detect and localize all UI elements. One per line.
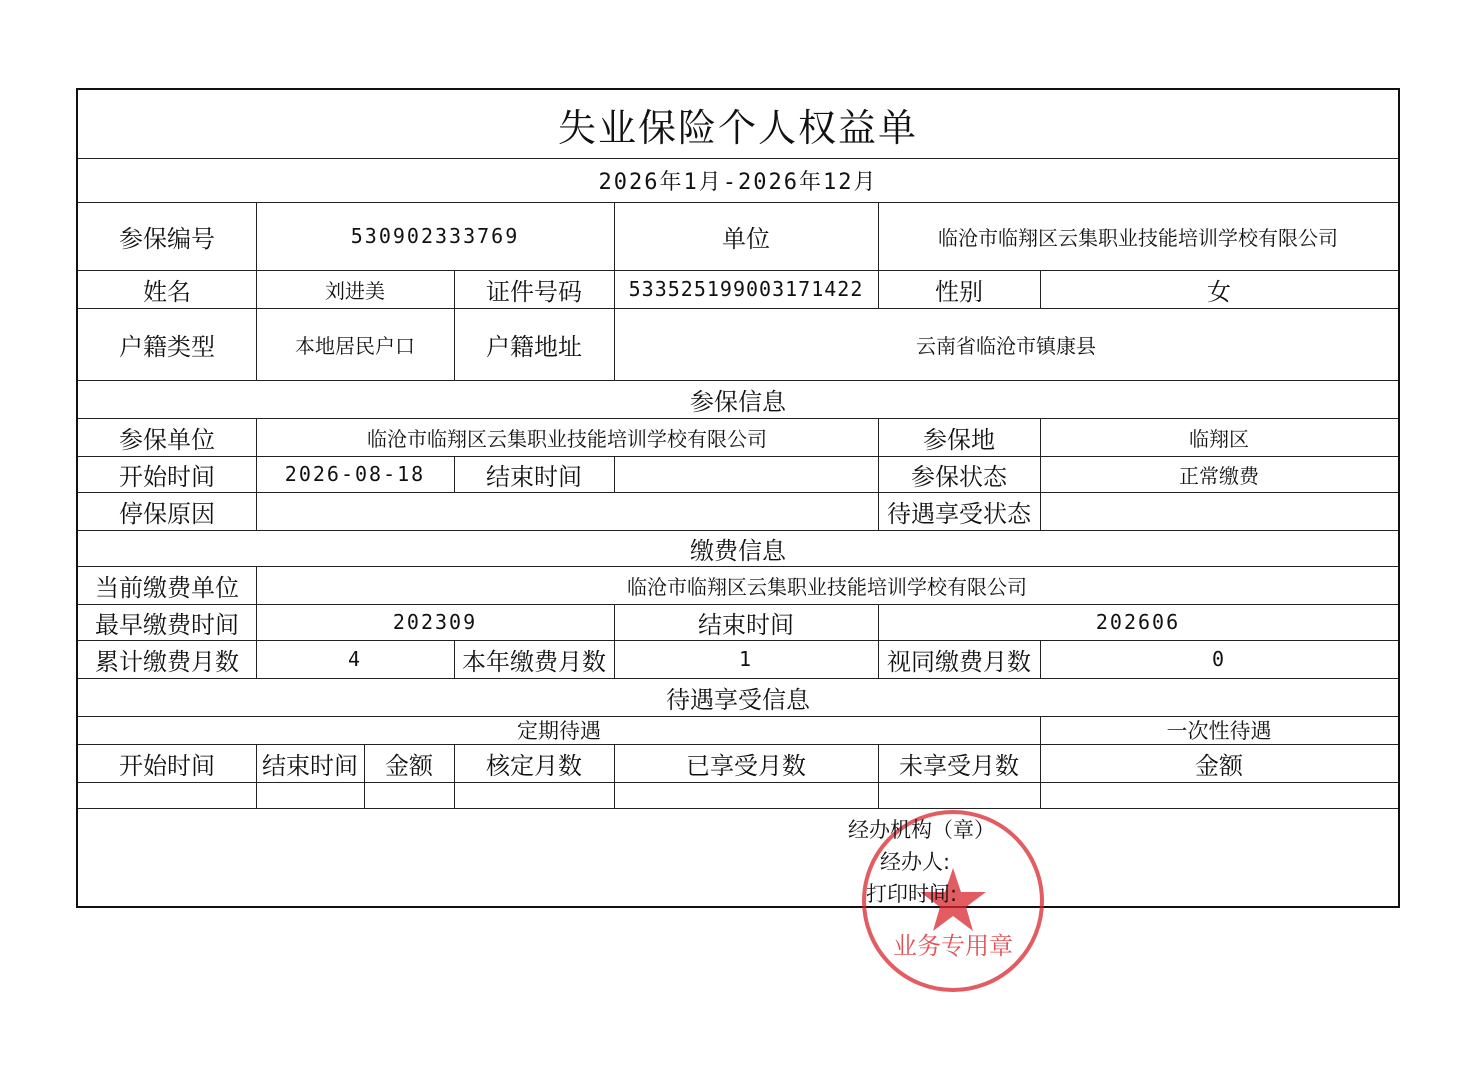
end-time-label: 结束时间	[486, 462, 582, 491]
gender-value: 女	[1207, 277, 1231, 306]
end-time-value	[614, 456, 878, 492]
benefit-col-approved-months: 核定月数	[486, 751, 582, 780]
benefit-status-value	[1040, 492, 1398, 530]
benefit-status-label: 待遇享受状态	[887, 499, 1031, 528]
handler-label: 经办人:	[880, 850, 951, 874]
stop-reason-label: 停保原因	[119, 499, 215, 528]
statement-period: 2026年1月-2026年12月	[598, 169, 878, 195]
stop-reason-value	[256, 492, 878, 530]
insured-place-label: 参保地	[923, 425, 995, 454]
current-pay-unit-value: 临沧市临翔区云集职业技能培训学校有限公司	[627, 574, 1027, 599]
deemed-months-label: 视同缴费月数	[887, 647, 1031, 676]
insured-status-label: 参保状态	[911, 462, 1007, 491]
insured-unit-label: 参保单位	[119, 425, 215, 454]
name-value: 刘进美	[325, 278, 385, 303]
insured-place-value: 临翔区	[1189, 426, 1249, 451]
total-months-label: 累计缴费月数	[95, 647, 239, 676]
total-months-value: 4	[347, 647, 363, 671]
household-type-label: 户籍类型	[119, 332, 215, 361]
household-type-value: 本地居民户口	[295, 333, 415, 358]
benefit-col-start: 开始时间	[119, 751, 215, 780]
seal-text: 业务专用章	[893, 932, 1013, 960]
year-months-label: 本年缴费月数	[462, 647, 606, 676]
current-pay-unit-label: 当前缴费单位	[95, 573, 239, 602]
lump-sum-benefit-label: 一次性待遇	[1166, 719, 1272, 743]
start-time-value: 2026-08-18	[284, 462, 426, 486]
household-address-label: 户籍地址	[486, 332, 582, 361]
benefit-col-lump-amount: 金额	[1195, 751, 1243, 780]
unit-label: 单位	[722, 224, 770, 253]
page-title: 失业保险个人权益单	[557, 105, 918, 150]
benefit-col-end: 结束时间	[262, 751, 358, 780]
earliest-pay-time-value: 202309	[392, 610, 478, 634]
print-time-label: 打印时间:	[866, 882, 958, 906]
benefit-col-amount: 金额	[385, 751, 433, 780]
agency-label: 经办机构（章）	[848, 818, 995, 842]
insurance-section-title: 参保信息	[690, 387, 786, 416]
year-months-value: 1	[738, 647, 754, 671]
insured-number-value: 530902333769	[350, 224, 520, 248]
pay-end-time-value: 202606	[1095, 610, 1181, 634]
benefit-col-remaining-months: 未享受月数	[899, 751, 1019, 780]
deemed-months-value: 0	[1211, 647, 1227, 671]
gender-label: 性别	[935, 277, 983, 306]
benefit-col-enjoyed-months: 已享受月数	[686, 751, 806, 780]
insured-status-value: 正常缴费	[1179, 463, 1259, 488]
name-label: 姓名	[143, 277, 191, 306]
periodic-benefit-label: 定期待遇	[517, 719, 601, 743]
pay-end-time-label: 结束时间	[698, 610, 794, 639]
unit-value: 临沧市临翔区云集职业技能培训学校有限公司	[938, 225, 1338, 250]
insured-unit-value: 临沧市临翔区云集职业技能培训学校有限公司	[367, 426, 767, 451]
id-number-value: 533525199003171422	[628, 277, 864, 301]
earliest-pay-time-label: 最早缴费时间	[95, 610, 239, 639]
payment-section-title: 缴费信息	[690, 536, 786, 565]
insured-number-label: 参保编号	[119, 224, 215, 253]
id-number-label: 证件号码	[486, 277, 582, 306]
benefit-section-title: 待遇享受信息	[666, 685, 810, 714]
household-address-value: 云南省临沧市镇康县	[916, 333, 1096, 358]
benefit-statement-form	[76, 88, 1400, 908]
start-time-label: 开始时间	[119, 462, 215, 491]
